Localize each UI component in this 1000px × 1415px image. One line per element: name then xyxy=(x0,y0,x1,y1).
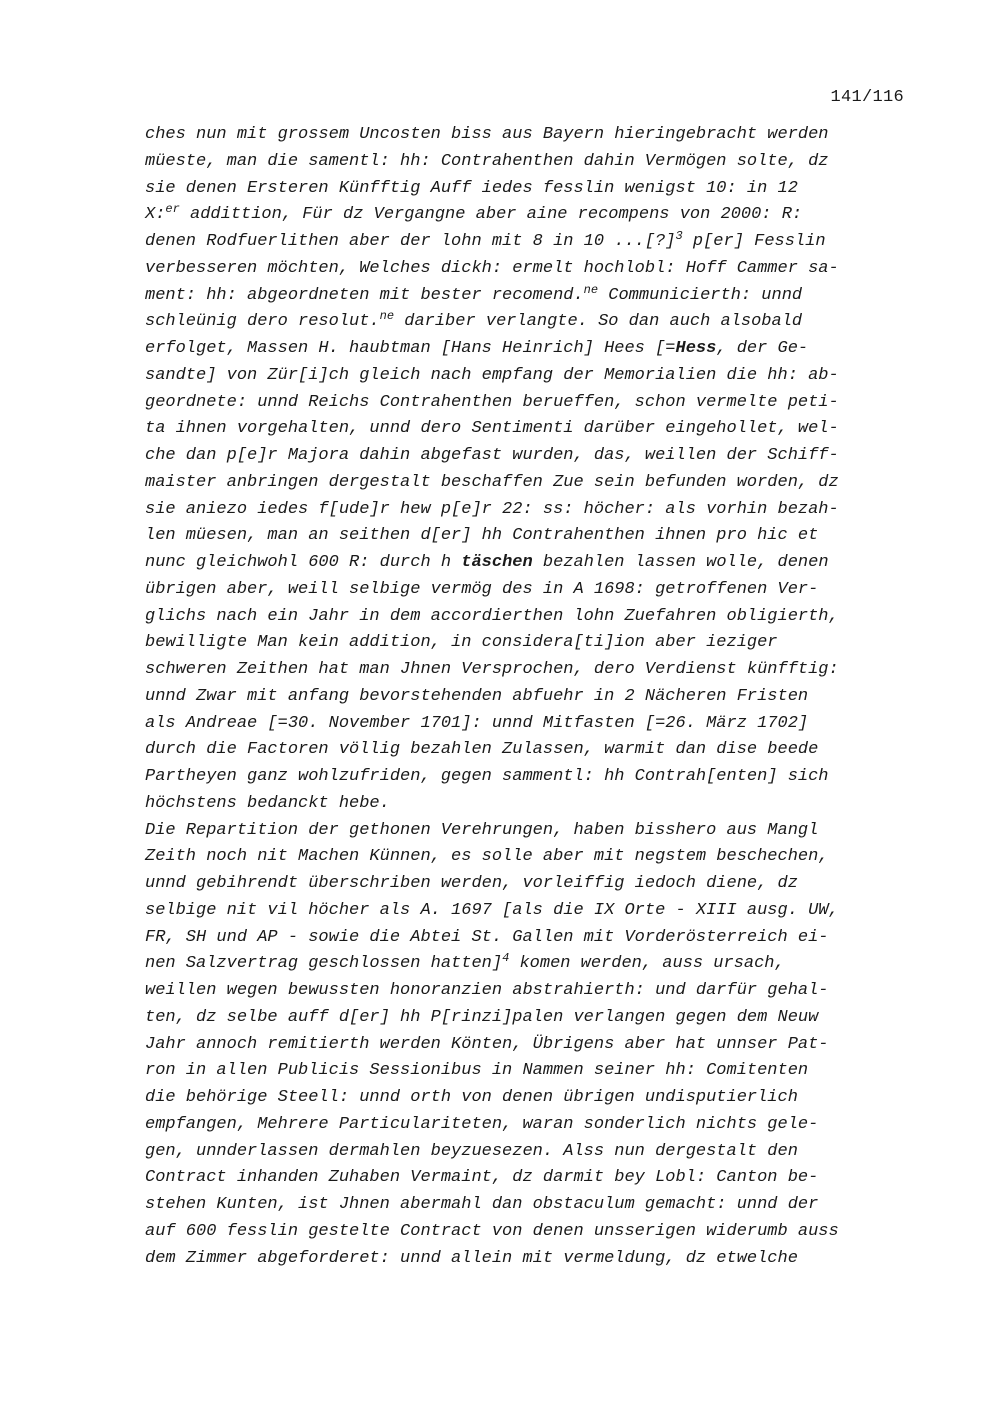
transcription-text xyxy=(145,122,915,1272)
text-line xyxy=(145,336,915,363)
footnote-marker: 4 xyxy=(502,951,510,966)
text-line xyxy=(145,363,915,390)
text-line xyxy=(145,416,915,443)
text-segment: addittion, Für dz Vergangne aber aine recompens von 2000: R: xyxy=(179,205,803,225)
text-line xyxy=(145,1005,915,1032)
text-segment: ta ihnen vorgehalten, unnd dero Sentimenti darüber eingehollet, wel- xyxy=(145,419,839,439)
text-segment: ches nun mit grossem Uncosten biss aus Bayern hieringebracht werden xyxy=(145,125,829,144)
text-segment: sie denen Ersteren Künfftig Auff iedes fesslin wenigst 10: in 12 xyxy=(145,178,798,198)
page-number: 141/116 xyxy=(830,88,904,107)
text-line xyxy=(145,604,915,631)
text-line xyxy=(145,497,915,524)
text-line xyxy=(145,202,915,229)
text-segment: maister anbringen dergestalt beschaffen Zue sein befunden worden, dz xyxy=(145,472,839,492)
text-segment: len müesen, man an seithen d[er] hh Contrahenthen ihnen pro hic et xyxy=(145,526,819,546)
text-segment: ten, dz selbe auff d[er] hh P[rinzi]palen verlangen gegen dem Neuw xyxy=(145,1007,819,1027)
text-segment: p[er] Fesslin xyxy=(682,232,826,251)
text-segment: bezahlen lassen wolle, denen xyxy=(532,553,829,572)
footnote-marker: ne xyxy=(379,309,395,324)
text-segment: höchstens bedanckt hebe. xyxy=(145,793,390,813)
text-line xyxy=(145,577,915,604)
text-line xyxy=(145,1139,915,1166)
text-segment: FR, SH und AP - sowie die Abtei St. Gallen mit Vorderösterreich ei- xyxy=(145,927,829,947)
text-segment: als Andreae [=30. November 1701]: unnd Mitfasten [=26. März 1702] xyxy=(145,713,809,733)
text-segment: erfolget, Massen H. haubtman [Hans Heinrich] Hees [= xyxy=(145,339,676,358)
text-segment: schleünig dero resolut. xyxy=(145,312,380,332)
text-segment: , der Ge- xyxy=(716,339,809,358)
text-line xyxy=(145,1246,915,1273)
text-segment: glichs nach ein Jahr in dem accordierthen lohn Zuefahren obligierth, xyxy=(145,606,839,626)
text-segment: auf 600 fesslin gestelte Contract von denen unsserigen widerumb auss xyxy=(145,1221,839,1241)
text-segment: X: xyxy=(145,205,166,225)
text-line xyxy=(145,256,915,283)
text-segment: schweren Zeithen hat man Jhnen Versprochen, dero Verdienst künfftig: xyxy=(145,660,839,679)
text-segment: Partheyen ganz wohlzufriden, gegen sammentl: hh Contrah[enten] sich xyxy=(145,767,829,786)
text-segment: weillen wegen bewussten honoranzien abstrahierth: und darfür gehal- xyxy=(145,981,829,1000)
text-line xyxy=(145,309,915,336)
text-segment: geordnete: unnd Reichs Contrahenthen berueffen, schon vermelte peti- xyxy=(145,392,839,412)
text-line xyxy=(145,951,915,978)
text-line xyxy=(145,176,915,203)
text-segment: müeste, man die samentl: hh: Contrahenthen dahin Vermögen solte, dz xyxy=(145,151,829,171)
text-segment: sandte] von Zür[i]ch gleich nach empfang der Memorialien die hh: ab- xyxy=(145,365,839,385)
text-line xyxy=(145,550,915,577)
text-line xyxy=(145,443,915,470)
emphasized-word: Hess xyxy=(675,339,717,358)
text-line xyxy=(145,818,915,845)
text-segment: verbesseren möchten, Welches dickh: ermelt hochlobl: Hoff Cammer sa- xyxy=(145,258,839,278)
text-segment: unnd gebihrendt überschriben werden, vorleiffig iedoch diene, dz xyxy=(145,874,798,893)
text-segment: nen Salzvertrag geschlossen hatten] xyxy=(145,954,503,974)
text-segment: ron in allen Publicis Sessionibus in Nammen seiner hh: Comitenten xyxy=(145,1061,809,1081)
footnote-marker: er xyxy=(165,202,180,217)
text-line xyxy=(145,1219,915,1246)
text-line xyxy=(145,1165,915,1192)
text-segment: unnd Zwar mit anfang bevorstehenden abfuehr in 2 Nächeren Fristen xyxy=(145,686,809,706)
text-line xyxy=(145,1032,915,1059)
text-line xyxy=(145,871,915,898)
text-segment: ment: hh: abgeordneten mit bester recomend. xyxy=(145,285,584,305)
text-line xyxy=(145,1112,915,1139)
text-line xyxy=(145,791,915,818)
text-line xyxy=(145,1192,915,1219)
text-segment: denen Rodfuerlithen aber der lohn mit 8 in 10 ...[?] xyxy=(145,232,676,251)
footnote-marker: ne xyxy=(583,282,599,297)
emphasized-word: täschen xyxy=(461,553,533,572)
text-segment: übrigen aber, weill selbige vermög des in A 1698: getroffenen Ver- xyxy=(145,579,819,599)
text-line xyxy=(145,1085,915,1112)
text-line xyxy=(145,283,915,310)
text-segment: nunc gleichwohl 600 R: durch h xyxy=(145,553,462,572)
text-line xyxy=(145,523,915,550)
text-line xyxy=(145,844,915,871)
text-line xyxy=(145,978,915,1005)
text-segment: Die Repartition der gethonen Verehrungen, haben bisshero aus Mangl xyxy=(145,820,819,840)
text-segment: bewilligte Man kein addition, in considera[ti]ion aber ieziger xyxy=(145,633,778,653)
text-line xyxy=(145,657,915,684)
text-line xyxy=(145,684,915,711)
text-line xyxy=(145,470,915,497)
text-line xyxy=(145,737,915,764)
text-segment: dariber verlangte. So dan auch alsobald xyxy=(394,312,803,332)
text-segment: sie aniezo iedes f[ude]r hew p[e]r 22: ss: höcher: als vorhin bezah- xyxy=(145,499,839,519)
text-line xyxy=(145,149,915,176)
text-line xyxy=(145,711,915,738)
text-segment: selbige nit vil höcher als A. 1697 [als die IX Orte - XIII ausg. UW, xyxy=(145,900,839,920)
text-segment: stehen Kunten, ist Jhnen abermahl dan obstaculum gemacht: unnd der xyxy=(145,1195,819,1214)
text-line xyxy=(145,630,915,657)
text-line xyxy=(145,229,915,256)
text-line xyxy=(145,1058,915,1085)
text-line xyxy=(145,764,915,791)
text-segment: che dan p[e]r Majora dahin abgefast wurden, das, weillen der Schiff- xyxy=(145,446,839,465)
text-segment: gen, unnderlassen dermahlen beyzuesezen. Alss nun dergestalt den xyxy=(145,1141,798,1161)
text-segment: Jahr annoch remitierth werden Könten, Übrigens aber hat unnser Pat- xyxy=(145,1034,829,1054)
text-segment: Contract inhanden Zuhaben Vermaint, dz darmit bey Lobl: Canton be- xyxy=(145,1168,819,1188)
text-line xyxy=(145,898,915,925)
text-line xyxy=(145,925,915,952)
text-line xyxy=(145,122,915,149)
text-segment: komen werden, auss ursach, xyxy=(509,954,785,974)
footnote-marker: 3 xyxy=(675,229,683,243)
text-segment: dem Zimmer abgeforderet: unnd allein mit vermeldung, dz etwelche xyxy=(145,1248,798,1268)
text-segment: empfangen, Mehrere Particulariteten, waran sonderlich nichts gele- xyxy=(145,1114,819,1134)
text-segment: die behörige Steell: unnd orth von denen übrigen undisputierlich xyxy=(145,1088,798,1107)
text-segment: Zeith noch nit Machen Künnen, es solle aber mit negstem beschechen, xyxy=(145,847,829,867)
text-line xyxy=(145,390,915,417)
text-segment: durch die Factoren völlig bezahlen Zulassen, warmit dan dise beede xyxy=(145,740,819,760)
text-segment: Communicierth: unnd xyxy=(598,285,803,305)
